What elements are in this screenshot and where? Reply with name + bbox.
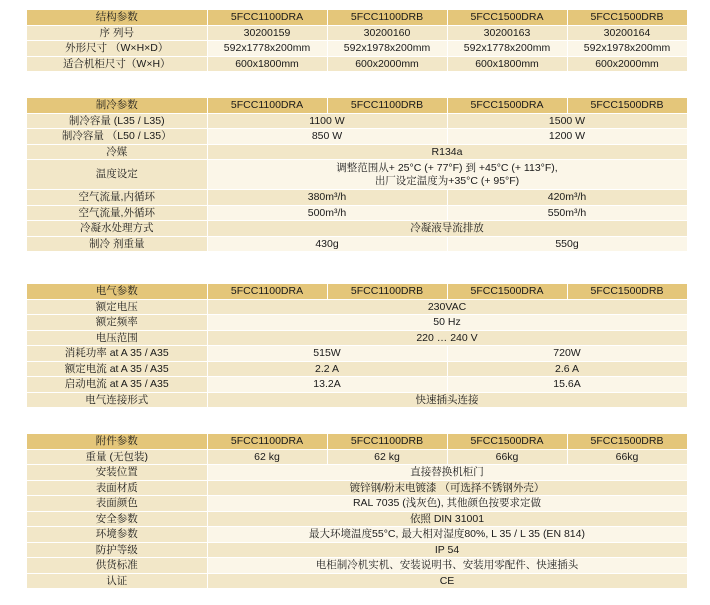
table-row <box>27 330 687 346</box>
model-header: 5FCC1500DRB <box>567 434 687 449</box>
accessories-header-row <box>27 434 687 449</box>
row-label: 外形尺寸 （W×H×D） <box>27 41 207 57</box>
model-header: 5FCC1100DRB <box>327 98 447 113</box>
row-label: 冷媒 <box>27 144 207 160</box>
electrical-table <box>27 284 688 408</box>
table-row <box>27 236 687 252</box>
row-label: 温度设定 <box>27 160 207 190</box>
cell: 66kg <box>567 449 687 465</box>
cell: 2.2 A <box>207 361 447 377</box>
cooling-header-title: 制冷参数 <box>27 98 207 113</box>
model-header: 5FCC1500DRA <box>447 434 567 449</box>
cell <box>447 190 687 206</box>
table-row <box>27 392 687 408</box>
cell: 镀锌钢/粉末电镀漆 （可选择不锈钢外壳） <box>207 480 687 496</box>
row-label: 适合机柜尺寸（W×H） <box>27 56 207 72</box>
cell: IP 54 <box>207 542 687 558</box>
cell: 快速插头连接 <box>207 392 687 408</box>
table-row <box>27 205 687 221</box>
cell: 最大环境温度55°C, 最大相对湿度80%, L 35 / L 35 (EN 814) <box>207 527 687 543</box>
cell: 600x2000mm <box>327 56 447 72</box>
row-label: 空气流量,内循环 <box>27 190 207 206</box>
table-row <box>27 558 687 574</box>
cell <box>447 205 687 221</box>
table-row <box>27 542 687 558</box>
cell: 66kg <box>447 449 567 465</box>
table-row <box>27 465 687 481</box>
cell: 50 Hz <box>207 315 687 331</box>
table-row <box>27 190 687 206</box>
model-header: 5FCC1100DRA <box>207 284 327 299</box>
model-header: 5FCC1100DRA <box>207 434 327 449</box>
structure-table <box>27 10 688 72</box>
table-row <box>27 480 687 496</box>
cell: R134a <box>207 144 687 160</box>
cell: 1200 W <box>447 129 687 145</box>
airflow-value: 380m³/h <box>307 191 347 204</box>
cell: 720W <box>447 346 687 362</box>
model-header: 5FCC1500DRB <box>567 98 687 113</box>
row-label: 额定频率 <box>27 315 207 331</box>
temp-line: 调整范围从+ 25°C (+ 77°F) 到 +45°C (+ 113°F), <box>336 161 558 174</box>
row-label: 重量 (无包装) <box>27 449 207 465</box>
cell: 30200159 <box>207 25 327 41</box>
row-label: 认证 <box>27 573 207 589</box>
row-label: 制冷 剂重量 <box>27 236 207 252</box>
row-label: 消耗功率 at A 35 / A35 <box>27 346 207 362</box>
airflow-value: 550m³/h <box>547 206 587 219</box>
table-row <box>27 449 687 465</box>
cell: 600x2000mm <box>567 56 687 72</box>
cooling-header-row <box>27 98 687 113</box>
table-row <box>27 113 687 129</box>
model-header: 5FCC1100DRA <box>207 10 327 25</box>
row-label: 制冷容量 （L50 / L35） <box>27 129 207 145</box>
cell: CE <box>207 573 687 589</box>
airflow-value: 500m³/h <box>307 206 347 219</box>
accessories-header-title: 附件参数 <box>27 434 207 449</box>
row-label: 表面材质 <box>27 480 207 496</box>
model-header: 5FCC1500DRA <box>447 98 567 113</box>
row-label: 环境参数 <box>27 527 207 543</box>
model-header: 5FCC1100DRB <box>327 434 447 449</box>
table-row <box>27 346 687 362</box>
row-label: 表面颜色 <box>27 496 207 512</box>
table-row <box>27 377 687 393</box>
cell: 直接替换机柜门 <box>207 465 687 481</box>
cell: 1100 W <box>207 113 447 129</box>
cell: 30200160 <box>327 25 447 41</box>
row-label: 空气流量,外循环 <box>27 205 207 221</box>
table-row <box>27 221 687 237</box>
cell: 430g <box>207 236 447 252</box>
table-row <box>27 129 687 145</box>
table-row <box>27 527 687 543</box>
temp-setting-cell <box>207 160 687 190</box>
row-label: 供货标准 <box>27 558 207 574</box>
cell: 13.2A <box>207 377 447 393</box>
cell: 15.6A <box>447 377 687 393</box>
table-row <box>27 41 687 57</box>
cell: 220 … 240 V <box>207 330 687 346</box>
cell: 2.6 A <box>447 361 687 377</box>
structure-header-row <box>27 10 687 25</box>
model-header: 5FCC1100DRA <box>207 98 327 113</box>
electrical-header-row <box>27 284 687 299</box>
model-header: 5FCC1500DRB <box>567 10 687 25</box>
model-header: 5FCC1500DRA <box>447 10 567 25</box>
row-label: 额定电压 <box>27 299 207 315</box>
row-label: 电气连接形式 <box>27 392 207 408</box>
model-header: 5FCC1100DRB <box>327 10 447 25</box>
temp-line: 出厂设定温度为+35°C (+ 95°F) <box>374 174 520 187</box>
electrical-header-title: 电气参数 <box>27 284 207 299</box>
cell: 592x1978x200mm <box>327 41 447 57</box>
cell: 电柜制冷机实机、安装说明书、安装用零配件、快速插头 <box>207 558 687 574</box>
table-row <box>27 496 687 512</box>
cell: RAL 7035 (浅灰色), 其他颜色按要求定做 <box>207 496 687 512</box>
table-row <box>27 160 687 190</box>
cell <box>207 205 447 221</box>
cell: 550g <box>447 236 687 252</box>
cell: 230VAC <box>207 299 687 315</box>
airflow-value: 420m³/h <box>547 191 587 204</box>
cell: 62 kg <box>207 449 327 465</box>
row-label: 序 列号 <box>27 25 207 41</box>
row-label: 安装位置 <box>27 465 207 481</box>
model-header: 5FCC1500DRA <box>447 284 567 299</box>
table-row <box>27 299 687 315</box>
row-label: 安全参数 <box>27 511 207 527</box>
table-row <box>27 315 687 331</box>
cooling-table <box>27 98 688 252</box>
cell: 600x1800mm <box>207 56 327 72</box>
cell: 592x1778x200mm <box>447 41 567 57</box>
cell: 依照 DIN 31001 <box>207 511 687 527</box>
cell: 冷凝液导流排放 <box>207 221 687 237</box>
table-row <box>27 361 687 377</box>
cell: 592x1978x200mm <box>567 41 687 57</box>
row-label: 启动电流 at A 35 / A35 <box>27 377 207 393</box>
table-row <box>27 511 687 527</box>
row-label: 防护等级 <box>27 542 207 558</box>
model-header: 5FCC1100DRB <box>327 284 447 299</box>
model-header: 5FCC1500DRB <box>567 284 687 299</box>
accessories-table <box>27 434 688 589</box>
cell: 62 kg <box>327 449 447 465</box>
structure-header-title: 结构参数 <box>27 10 207 25</box>
row-label: 冷凝水处理方式 <box>27 221 207 237</box>
cell: 592x1778x200mm <box>207 41 327 57</box>
cell: 1500 W <box>447 113 687 129</box>
cell: 600x1800mm <box>447 56 567 72</box>
row-label: 电压范围 <box>27 330 207 346</box>
table-row <box>27 144 687 160</box>
cell: 30200163 <box>447 25 567 41</box>
table-row <box>27 25 687 41</box>
cell: 515W <box>207 346 447 362</box>
table-row <box>27 56 687 72</box>
row-label: 额定电流 at A 35 / A35 <box>27 361 207 377</box>
cell: 30200164 <box>567 25 687 41</box>
table-row <box>27 573 687 589</box>
row-label: 制冷容量 (L35 / L35) <box>27 113 207 129</box>
cell: 850 W <box>207 129 447 145</box>
cell <box>207 190 447 206</box>
